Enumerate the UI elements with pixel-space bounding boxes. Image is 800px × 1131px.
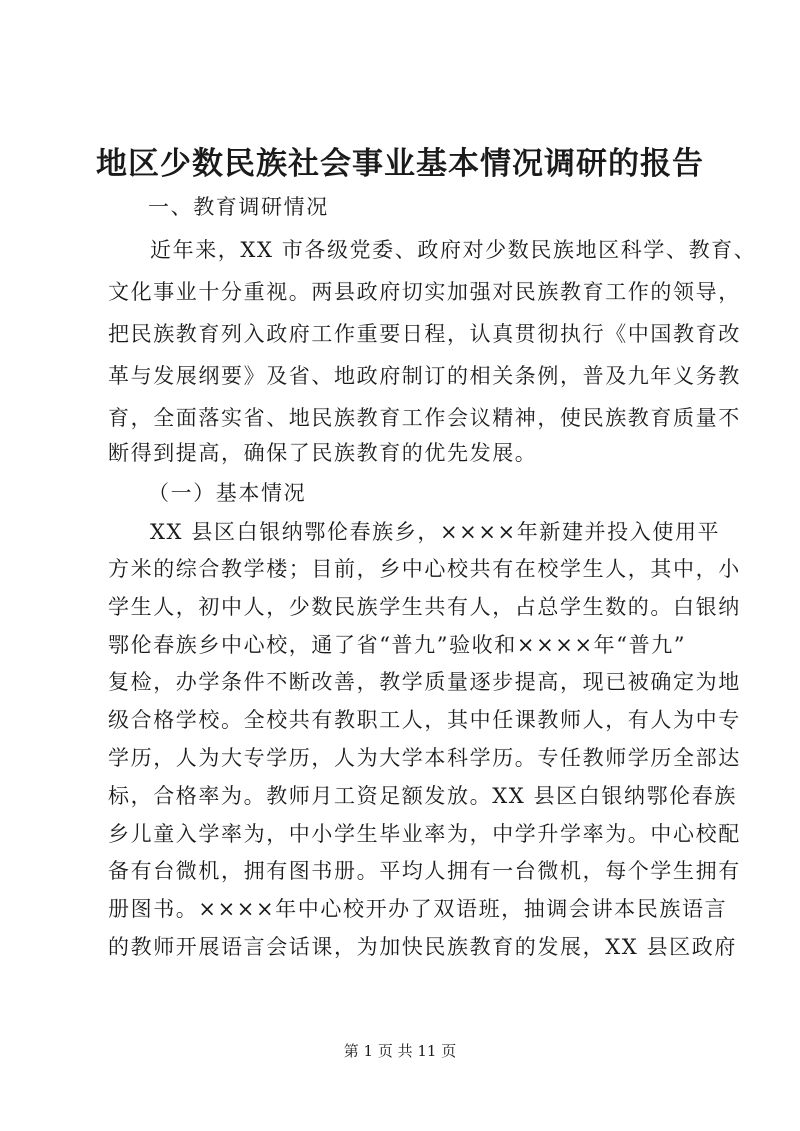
paragraph-line: 方米的综合教学楼；目前，乡中心校共有在校学生人，其中，小 <box>108 557 741 581</box>
paragraph-line: 标，合格率为。教师月工资足额发放。XX 县区白银纳鄂伦春族 <box>108 784 737 808</box>
paragraph-line: 学历，人为大专学历，人为大学本科学历。专任教师学历全部达 <box>108 746 741 770</box>
paragraph-line: 断得到提高，确保了民族教育的优先发展。 <box>108 441 538 465</box>
paragraph-line: 级合格学校。全校共有教职工人，其中任课教师人，有人为中专 <box>108 708 741 732</box>
paragraph-line: 备有台微机，拥有图书册。平均人拥有一台微机，每个学生拥有 <box>108 859 741 883</box>
paragraph-line: 革与发展纲要》及省、地政府制订的相关条例，普及九年义务教 <box>108 364 741 388</box>
paragraph-line: 的教师开展语言会话课，为加快民族教育的发展，XX 县区政府 <box>108 935 737 959</box>
paragraph-line: 册图书。××××年中心校开办了双语班，抽调会讲本民族语言 <box>108 897 728 921</box>
paragraph-line: 鄂伦春族乡中心校，通了省“普九”验收和××××年“普九” <box>108 633 687 657</box>
paragraph-line: 学生人，初中人，少数民族学生共有人，占总学生数的。白银纳 <box>108 595 741 619</box>
paragraph-line: XX 县区白银纳鄂伦春族乡，××××年新建并投入使用平 <box>150 520 721 544</box>
paragraph-line: 把民族教育列入政府工作重要日程，认真贯彻执行《中国教育改 <box>108 322 741 346</box>
paragraph-line: 育，全面落实省、地民族教育工作会议精神，使民族教育质量不 <box>108 406 741 430</box>
subsection-heading-basic: （一）基本情况 <box>148 481 307 505</box>
paragraph-line: 文化事业十分重视。两县政府切实加强对民族教育工作的领导， <box>108 280 741 304</box>
page-number-footer: 第 1 页 共 11 页 <box>343 1042 457 1060</box>
section-heading-education: 一、教育调研情况 <box>148 195 329 219</box>
paragraph-line: 近年来，XX 市各级党委、政府对少数民族地区科学、教育、 <box>150 238 757 262</box>
paragraph-line: 乡儿童入学率为，中小学生毕业率为，中学升学率为。中心校配 <box>108 822 741 846</box>
paragraph-line: 复检，办学条件不断改善，教学质量逐步提高，现已被确定为地 <box>108 670 741 694</box>
document-title: 地区少数民族社会事业基本情况调研的报告 <box>96 146 704 182</box>
